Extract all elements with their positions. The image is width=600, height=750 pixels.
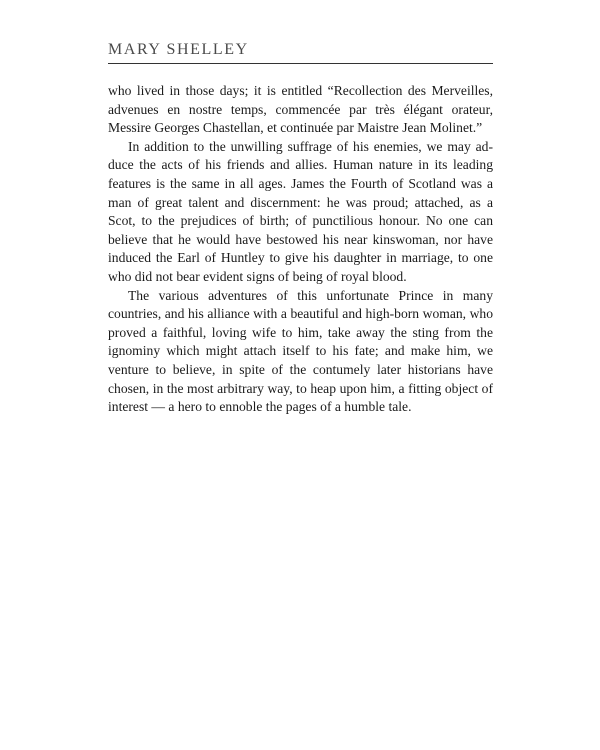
paragraph-adventures: The various adventures of this unfortunate Prince in many countries, and his alliance with a beautiful and high-born woman, who proved a faithful, loving wife to him, take away the sting from the ignominy which might attach itself to his fate; and make him, we venture to believe, in spite of the contumely later historians have chosen, in the most arbitrary way, to heap upon him, a fitting object of interest — a hero to ennoble the pages of a humble tale. xyxy=(108,287,493,415)
header-rule xyxy=(108,63,493,64)
paragraph-continuation: who lived in those days; it is entitled “Recollection des Merveilles, advenues en nostre temps, commencée par très élégant orateur, Messire Georges Chastellan, et continuée par Maistre Jean Molinet.” xyxy=(108,83,493,136)
paragraph-james-fourth: In addition to the unwilling suffrage of his enemies, we may adduce the acts of his friends and allies. Human nature in its leading features is the same in all ages. James the Fourth of Scotland was a man of great talent and discernment: he was proud; attached, as a Scot, to the prejudices of birth; of punctilious honour. No one can believe that he would have bestowed his near kinswoman, nor have induced the Earl of Huntley to give his daughter in marriage, to one who did not bear evident signs of being of royal blood. xyxy=(108,138,493,284)
body-text xyxy=(108,82,493,417)
running-head: MARY SHELLEY xyxy=(108,41,249,58)
